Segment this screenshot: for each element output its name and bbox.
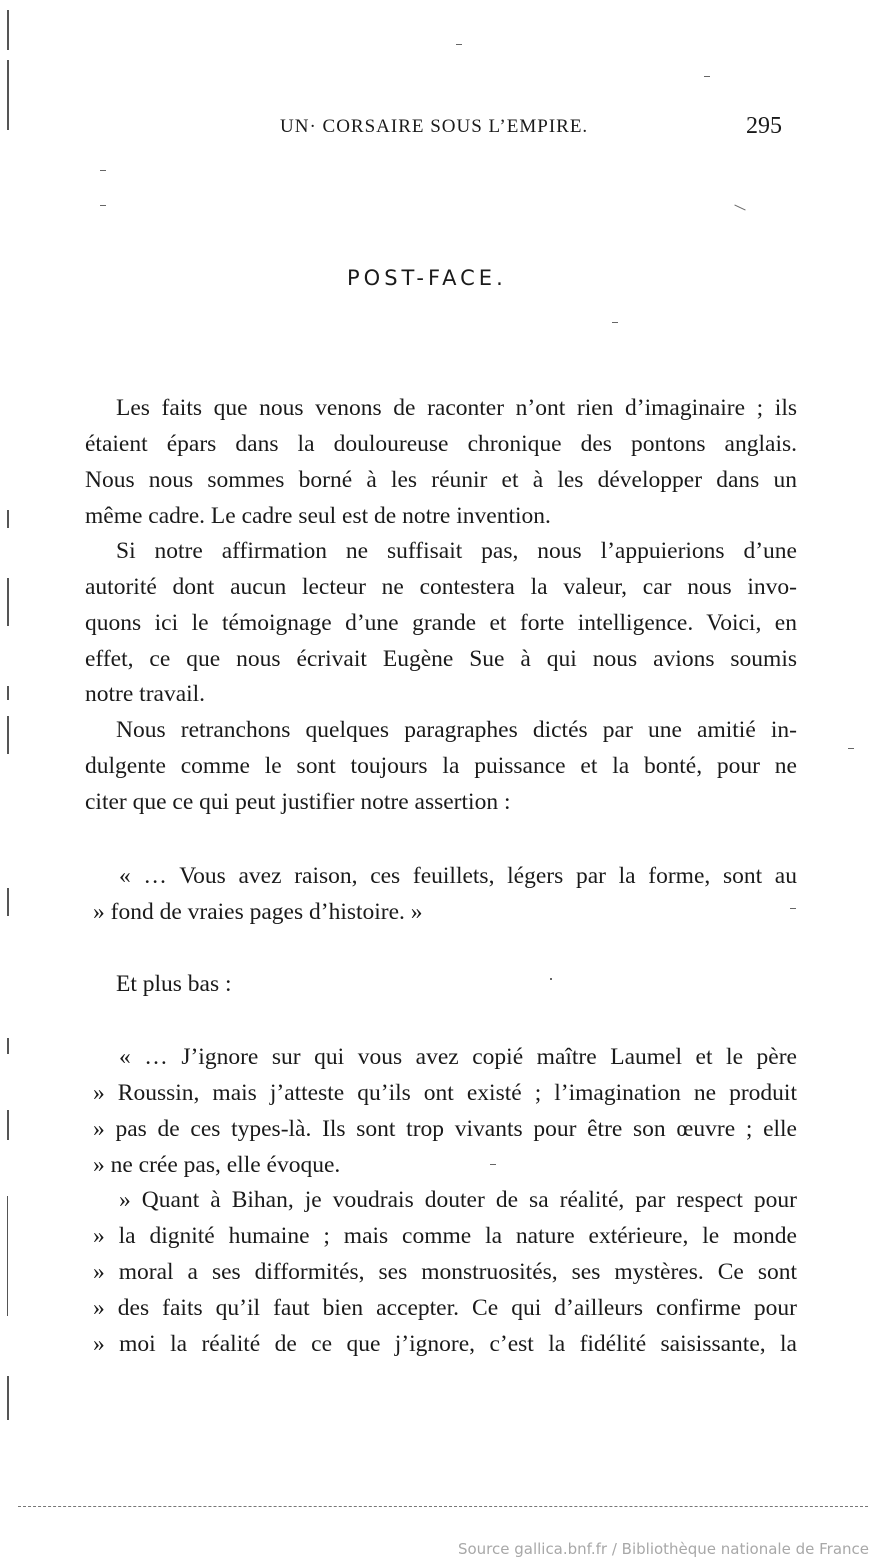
section-title: POST-FACE. — [347, 266, 507, 290]
text-line: quons ici le témoignage d’une grande et forte intelligence. Voici, en — [85, 610, 797, 636]
quote-line: » ne crée pas, elle évoque. — [93, 1152, 341, 1178]
quote-line: « … Vous avez raison, ces feuillets, légers par la forme, sont au — [119, 863, 797, 889]
bottom-rule — [18, 1506, 868, 1507]
quote-line: » la dignité humaine ; mais comme la nature extérieure, le monde — [93, 1223, 797, 1249]
quote-line: » moral a ses difformités, ses monstruosités, ses mystères. Ce sont — [93, 1259, 797, 1285]
scan-speck — [456, 44, 462, 45]
scan-speck — [100, 205, 106, 206]
scan-speck — [734, 205, 745, 211]
text-line: étaient épars dans la douloureuse chronique des pontons anglais. — [85, 431, 797, 457]
quote-line: » fond de vraies pages d’histoire. » — [93, 899, 423, 925]
scan-margin-marks — [0, 0, 30, 1566]
quote-line: » pas de ces types-là. Ils sont trop vivants pour être son œuvre ; elle — [93, 1116, 797, 1142]
scan-speck — [704, 76, 710, 77]
page-number: 295 — [746, 113, 782, 139]
transition-text: Et plus bas : — [116, 971, 232, 997]
scan-speck — [490, 1164, 496, 1165]
text-line: Nous nous sommes borné à les réunir et à les développer dans un — [85, 467, 797, 493]
text-line: autorité dont aucun lecteur ne contestera la valeur, car nous invo- — [85, 574, 797, 600]
scan-speck — [848, 748, 854, 749]
scan-speck — [612, 322, 618, 323]
quote-line: « … J’ignore sur qui vous avez copié maître Laumel et le père — [119, 1044, 797, 1070]
scan-speck — [100, 170, 106, 171]
running-title: UN· CORSAIRE SOUS L’EMPIRE. — [280, 116, 589, 137]
text-line: effet, ce que nous écrivait Eugène Sue à qui nous avions soumis — [85, 646, 797, 672]
text-line: même cadre. Le cadre seul est de notre invention. — [85, 503, 551, 529]
quote-line: » moi la réalité de ce que j’ignore, c’est la fidélité saisissante, la — [93, 1331, 797, 1357]
source-credit: Source gallica.bnf.fr / Bibliothèque nationale de France — [457, 1540, 869, 1558]
quote-line: » des faits qu’il faut bien accepter. Ce qui d’ailleurs confirme pour — [93, 1295, 797, 1321]
quote-line: » Quant à Bihan, je voudrais douter de sa réalité, par respect pour — [119, 1187, 797, 1213]
text-line: notre travail. — [85, 681, 206, 707]
scan-speck — [790, 908, 796, 909]
text-line: Si notre affirmation ne suffisait pas, nous l’appuierions d’une — [116, 538, 797, 564]
text-line: citer que ce qui peut justifier notre assertion : — [85, 789, 511, 815]
scan-speck — [550, 978, 552, 980]
text-line: dulgente comme le sont toujours la puissance et la bonté, pour ne — [85, 753, 797, 779]
text-line: Les faits que nous venons de raconter n’ont rien d’imaginaire ; ils — [116, 395, 797, 421]
text-line: Nous retranchons quelques paragraphes dictés par une amitié in- — [116, 717, 797, 743]
quote-line: » Roussin, mais j’atteste qu’ils ont existé ; l’imagination ne produit — [93, 1080, 797, 1106]
